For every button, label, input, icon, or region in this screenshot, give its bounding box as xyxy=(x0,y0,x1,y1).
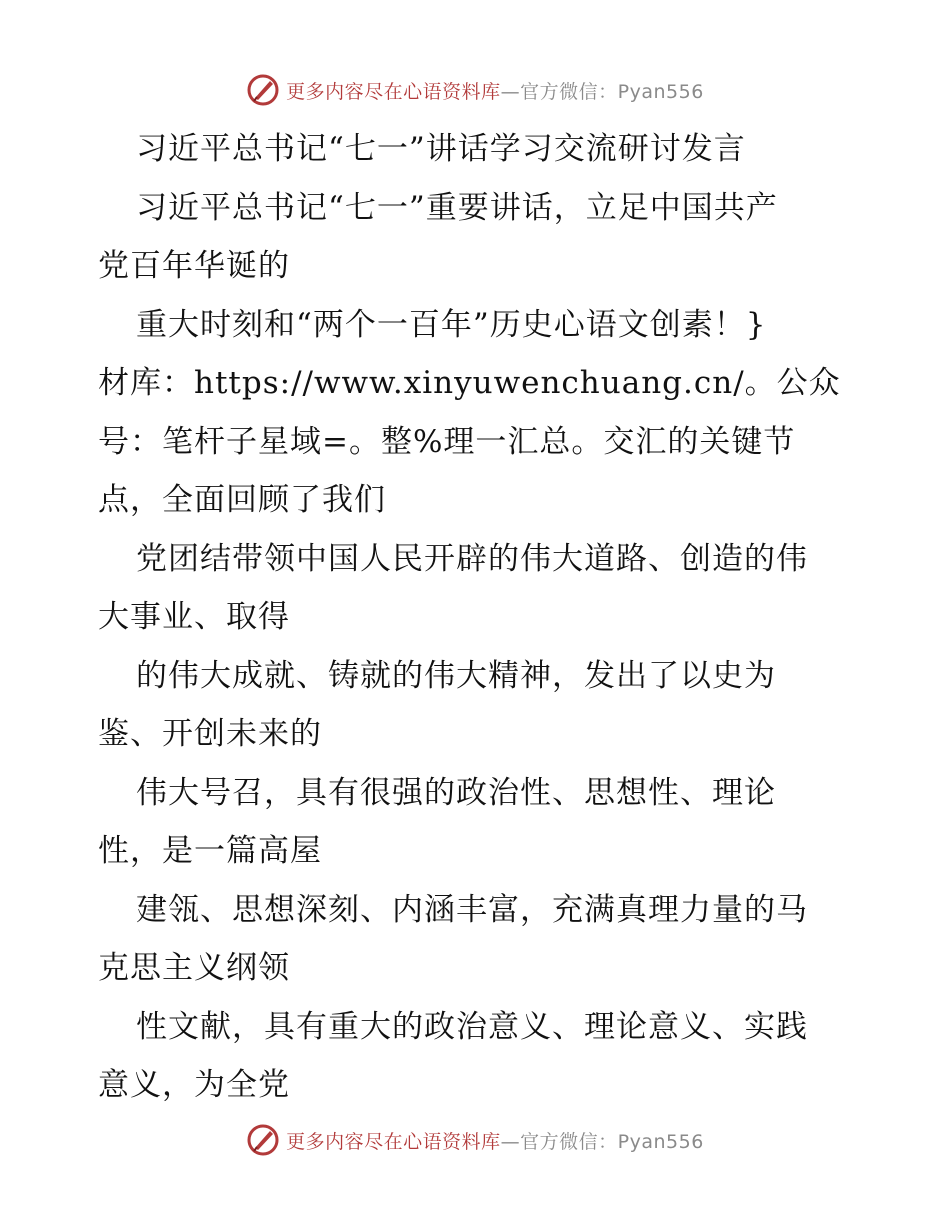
paragraph-line: 重大时刻和“两个一百年”历史心语文创素！} xyxy=(136,306,767,343)
watermark-wechat: —官方微信：Pyan556 xyxy=(500,1130,704,1153)
paragraph-line: 鉴、开创未来的 xyxy=(98,716,322,752)
paragraph-line: 性文献，具有重大的政治意义、理论意义、实践 xyxy=(136,1008,808,1045)
document-title: 习近平总书记“七一”讲话学习交流研讨发言 xyxy=(136,131,746,167)
paragraph-line: 党团结带领中国人民开辟的伟大道路、创造的伟 xyxy=(136,540,808,577)
watermark-site: 更多内容尽在心语资料库 xyxy=(286,80,501,103)
paragraph-line: 意义，为全党 xyxy=(98,1067,290,1103)
watermark-site: 更多内容尽在心语资料库 xyxy=(286,1130,501,1153)
watermark-text xyxy=(286,1127,704,1154)
paragraph-line: 克思主义纲领 xyxy=(98,950,290,986)
watermark-header xyxy=(0,70,950,110)
paragraph-line: 建瓴、思想深刻、内涵丰富，充满真理力量的马 xyxy=(136,891,808,928)
watermark-text xyxy=(286,77,704,104)
paragraph-line: 性，是一篇高屋 xyxy=(98,833,322,869)
quill-logo-icon xyxy=(246,1123,280,1157)
watermark-footer xyxy=(0,1120,950,1160)
paragraph-line: 点，全面回顾了我们 xyxy=(98,482,386,518)
watermark-wechat: —官方微信：Pyan556 xyxy=(500,80,704,103)
quill-logo-icon xyxy=(246,73,280,107)
paragraph-line: 习近平总书记“七一”重要讲话，立足中国共产 xyxy=(136,189,778,226)
paragraph-line: 号：笔杆子星域=。整%理一汇总。交汇的关键节 xyxy=(98,423,796,460)
paragraph-line: 大事业、取得 xyxy=(98,599,290,635)
paragraph-line: 伟大号召，具有很强的政治性、思想性、理论 xyxy=(136,774,776,811)
document-body xyxy=(98,120,858,1115)
paragraph-line: 的伟大成就、铸就的伟大精神，发出了以史为 xyxy=(136,657,776,694)
paragraph-line: 材库：https://www.xinyuwenchuang.cn/。公众 xyxy=(98,365,841,401)
paragraph-line: 党百年华诞的 xyxy=(98,248,290,284)
